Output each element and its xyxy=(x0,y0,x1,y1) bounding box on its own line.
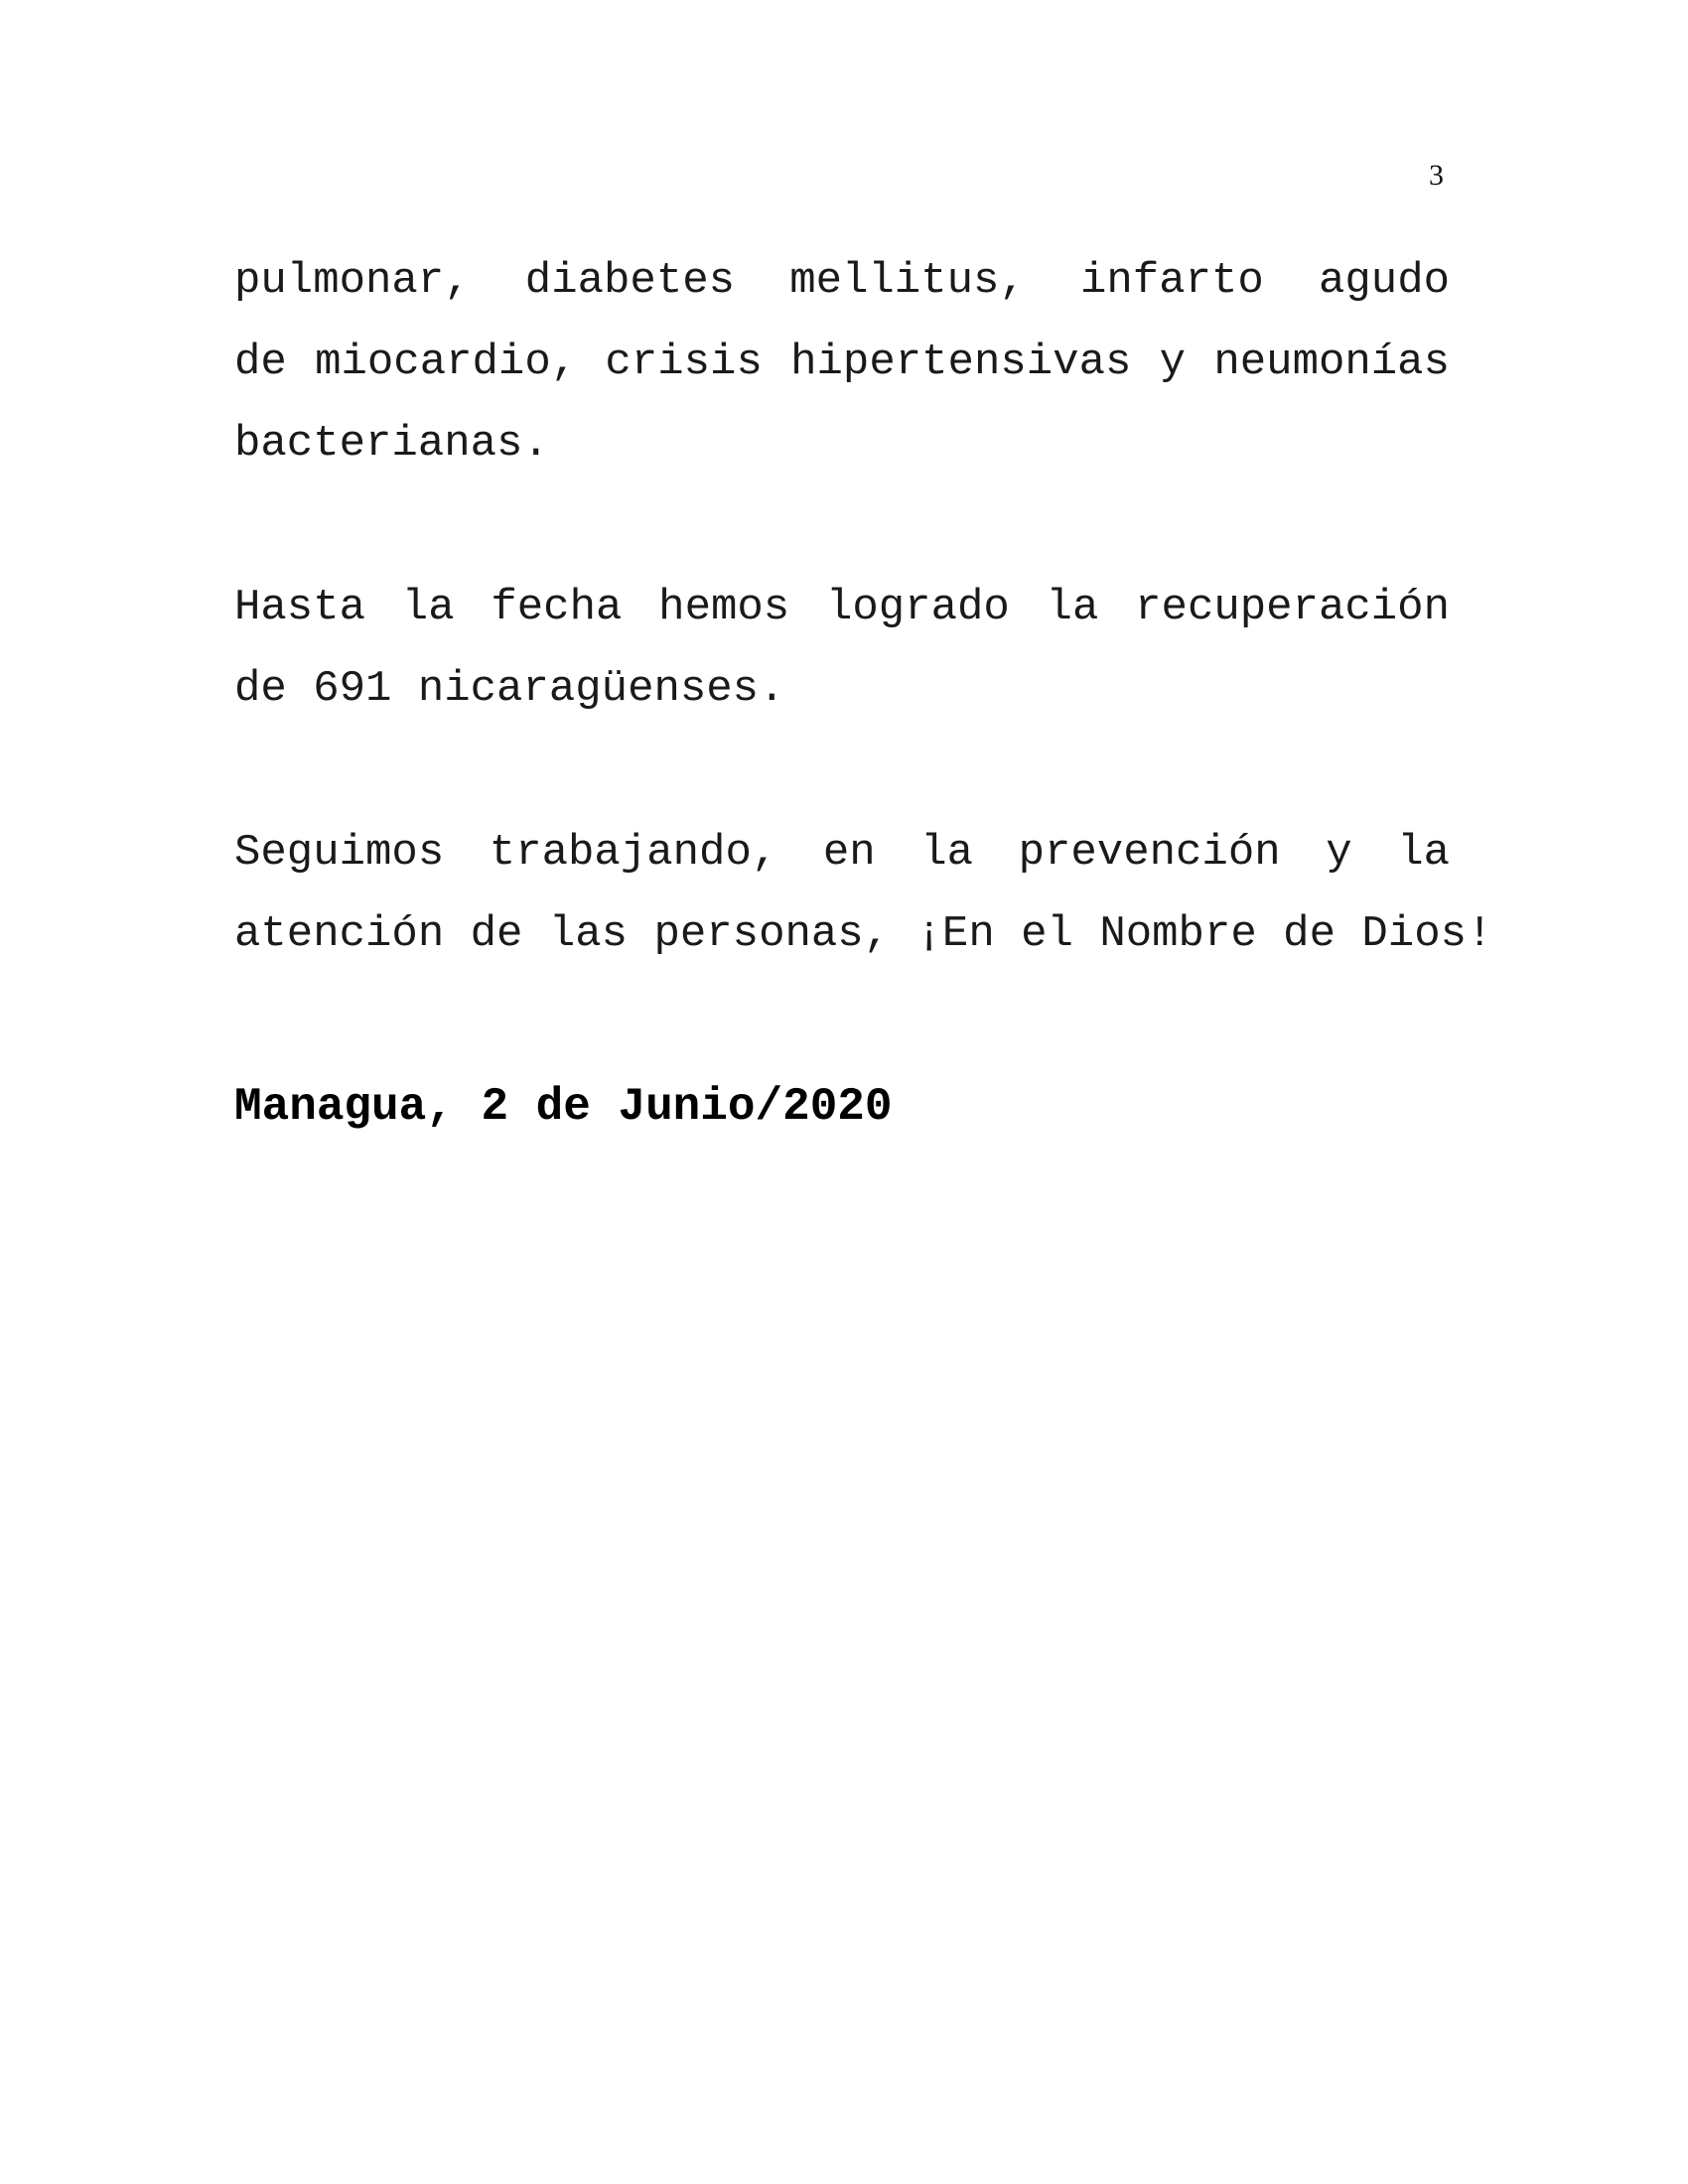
signoff-date: Managua, 2 de Junio/2020 xyxy=(234,1081,893,1133)
paragraph-line: de miocardio, crisis hipertensivas y neumonías xyxy=(234,338,1450,387)
page-number: 3 xyxy=(1429,159,1444,192)
paragraph-closing xyxy=(234,812,1493,975)
paragraph-line: pulmonar, diabetes mellitus, infarto agudo xyxy=(234,256,1450,306)
paragraph-conditions xyxy=(234,240,1450,484)
paragraph-line: Hasta la fecha hemos logrado la recuperación xyxy=(234,583,1450,632)
paragraph-line: Seguimos trabajando, en la prevención y la xyxy=(234,828,1450,878)
paragraph-line: atención de las personas, ¡En el Nombre de Dios! xyxy=(234,909,1493,959)
paragraph-line: bacterianas. xyxy=(234,419,549,469)
paragraph-recoveries xyxy=(234,567,1450,730)
paragraph-line: de 691 nicaragüenses. xyxy=(234,664,785,714)
